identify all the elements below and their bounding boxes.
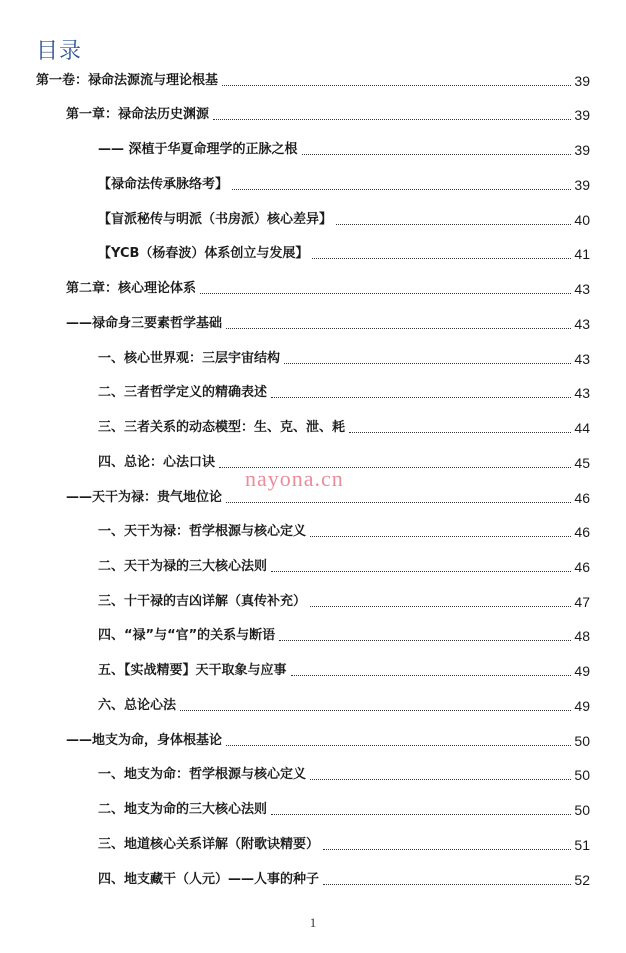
toc-entry-page: 48 bbox=[574, 628, 590, 644]
toc-entry[interactable] bbox=[98, 207, 590, 229]
dot-leader bbox=[222, 84, 571, 86]
toc-entry-page: 39 bbox=[574, 73, 590, 89]
dot-leader bbox=[226, 501, 571, 503]
toc-entry-page: 39 bbox=[574, 177, 590, 193]
toc-entry-page: 45 bbox=[574, 455, 590, 471]
toc-entry[interactable] bbox=[98, 797, 590, 819]
toc-entry[interactable] bbox=[98, 832, 590, 854]
dot-leader bbox=[226, 744, 571, 746]
dot-leader bbox=[279, 639, 571, 641]
dot-leader bbox=[284, 362, 571, 364]
toc-entry[interactable] bbox=[98, 380, 590, 402]
toc-entry[interactable] bbox=[98, 693, 590, 715]
dot-leader bbox=[312, 257, 571, 259]
toc-entry[interactable] bbox=[98, 415, 590, 437]
toc-entry[interactable] bbox=[98, 519, 590, 541]
toc-entry[interactable] bbox=[98, 241, 590, 263]
toc-entry-label: 【YCB（杨春波）体系创立与发展】 bbox=[98, 246, 309, 261]
toc-entry-page: 43 bbox=[574, 351, 590, 367]
toc-entry-label: 四、地支藏干（人元）——人事的种子 bbox=[98, 872, 320, 887]
toc-entry-label: 三、十干禄的吉凶详解（真传补充） bbox=[98, 594, 307, 609]
toc-entry-page: 44 bbox=[574, 420, 590, 436]
dot-leader bbox=[310, 778, 571, 780]
toc-entry-page: 46 bbox=[574, 559, 590, 575]
toc-entry-label: ——地支为命，身体根基论 bbox=[66, 733, 223, 748]
toc-entry-page: 39 bbox=[574, 107, 590, 123]
toc-entry-label: 一、地支为命：哲学根源与核心定义 bbox=[98, 767, 307, 782]
toc-entry-page: 46 bbox=[574, 524, 590, 540]
toc-entry-label: —— 深植于华夏命理学的正脉之根 bbox=[98, 142, 298, 157]
toc-entry-label: 一、天干为禄：哲学根源与核心定义 bbox=[98, 524, 307, 539]
toc-entry[interactable] bbox=[98, 346, 590, 368]
toc-entry-label: 二、天干为禄的三大核心法则 bbox=[98, 559, 268, 574]
toc-title: 目录 bbox=[36, 39, 83, 64]
dot-leader bbox=[302, 153, 572, 155]
dot-leader bbox=[213, 118, 571, 120]
dot-leader bbox=[336, 223, 571, 225]
toc-entry-page: 43 bbox=[574, 316, 590, 332]
toc-entry-label: 三、三者关系的动态模型：生、克、泄、耗 bbox=[98, 420, 346, 435]
toc-entry-page: 43 bbox=[574, 385, 590, 401]
dot-leader bbox=[271, 396, 571, 398]
dot-leader bbox=[349, 431, 571, 433]
toc-entry-page: 50 bbox=[574, 802, 590, 818]
toc-entry-page: 50 bbox=[574, 733, 590, 749]
dot-leader bbox=[180, 709, 571, 711]
toc-entry[interactable] bbox=[66, 102, 590, 124]
toc-entry[interactable] bbox=[66, 311, 590, 333]
dot-leader bbox=[200, 292, 571, 294]
toc-entry-label: 【盲派秘传与明派（书房派）核心差异】 bbox=[98, 212, 333, 227]
toc-entry-label: 一、核心世界观：三层宇宙结构 bbox=[98, 351, 281, 366]
toc-entry-label: 第二章：核心理论体系 bbox=[66, 281, 197, 296]
toc-entry[interactable] bbox=[66, 728, 590, 750]
toc-entry-page: 50 bbox=[574, 767, 590, 783]
toc-entry-label: 第一章：禄命法历史渊源 bbox=[66, 107, 210, 122]
toc-entry-page: 51 bbox=[574, 837, 590, 853]
toc-entry-page: 49 bbox=[574, 663, 590, 679]
toc-entry[interactable] bbox=[98, 450, 590, 472]
toc-entry[interactable] bbox=[98, 172, 590, 194]
toc-entry[interactable] bbox=[98, 658, 590, 680]
toc-entry[interactable] bbox=[98, 589, 590, 611]
toc-entry-label: ——禄命身三要素哲学基础 bbox=[66, 316, 223, 331]
toc-entry-label: 【禄命法传承脉络考】 bbox=[98, 177, 229, 192]
toc-entry-page: 39 bbox=[574, 142, 590, 158]
dot-leader bbox=[310, 535, 571, 537]
dot-leader bbox=[232, 188, 571, 190]
toc-entry[interactable] bbox=[36, 68, 590, 90]
dot-leader bbox=[323, 848, 571, 850]
dot-leader bbox=[271, 570, 571, 572]
toc-entry[interactable] bbox=[98, 137, 590, 159]
toc-entry-label: ——天干为禄：贵气地位论 bbox=[66, 490, 223, 505]
toc-entry[interactable] bbox=[66, 276, 590, 298]
toc-entry-label: 二、地支为命的三大核心法则 bbox=[98, 802, 268, 817]
toc-entry-label: 五、【实战精要】天干取象与应事 bbox=[98, 663, 287, 678]
dot-leader bbox=[310, 605, 571, 607]
toc-entry-page: 46 bbox=[574, 490, 590, 506]
toc-entry-label: 六、总论心法 bbox=[98, 698, 177, 713]
dot-leader bbox=[271, 813, 571, 815]
toc-entry[interactable] bbox=[98, 554, 590, 576]
dot-leader bbox=[323, 883, 571, 885]
toc-entry[interactable] bbox=[98, 762, 590, 784]
toc-entry-label: 四、“禄”与“官”的关系与断语 bbox=[98, 628, 276, 643]
toc-entry[interactable] bbox=[98, 867, 590, 889]
toc-entry-label: 第一卷：禄命法源流与理论根基 bbox=[36, 73, 219, 88]
watermark: nayona.cn bbox=[245, 466, 344, 491]
toc-entry-page: 41 bbox=[574, 246, 590, 262]
page-number: 1 bbox=[309, 915, 317, 930]
toc-entry[interactable] bbox=[98, 623, 590, 645]
toc-entry-label: 三、地道核心关系详解（附歌诀精要） bbox=[98, 837, 320, 852]
toc-entry-label: 二、三者哲学定义的精确表述 bbox=[98, 385, 268, 400]
toc-entry-page: 49 bbox=[574, 698, 590, 714]
toc-entry-page: 43 bbox=[574, 281, 590, 297]
dot-leader bbox=[291, 674, 572, 676]
toc-entry-page: 40 bbox=[574, 212, 590, 228]
dot-leader bbox=[226, 327, 571, 329]
toc-entry-page: 52 bbox=[574, 872, 590, 888]
toc-entry-label: 四、总论：心法口诀 bbox=[98, 455, 216, 470]
toc-entry-page: 47 bbox=[574, 594, 590, 610]
